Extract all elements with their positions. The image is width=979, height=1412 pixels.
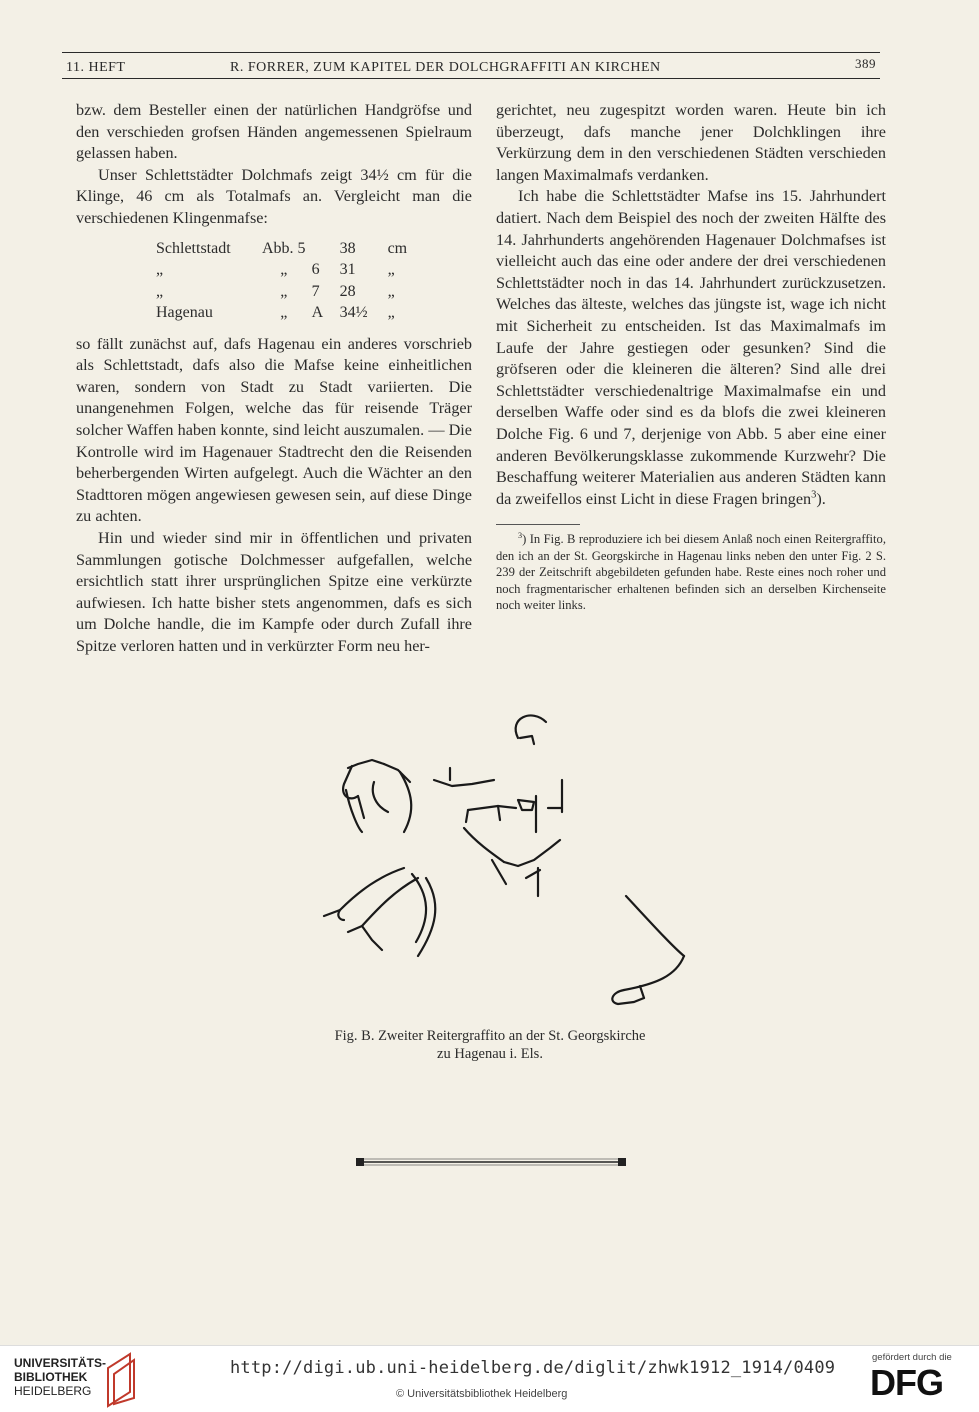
footnote bbox=[496, 531, 886, 614]
library-name-line: UNIVERSITÄTS- bbox=[14, 1356, 107, 1370]
measure-ref: Abb. 5 bbox=[262, 239, 306, 257]
measure-row bbox=[156, 238, 413, 260]
rider-graffito-drawing bbox=[300, 700, 700, 1020]
header-rule-bottom bbox=[62, 78, 880, 79]
left-column bbox=[76, 100, 472, 657]
issue-label: 11. HEFT bbox=[66, 60, 126, 75]
measure-unit: cm bbox=[387, 239, 408, 257]
measure-ref: „ bbox=[280, 304, 288, 322]
measure-value: 38 bbox=[339, 239, 356, 257]
measure-fig: 7 bbox=[311, 282, 320, 300]
figure-caption bbox=[280, 1027, 700, 1063]
copyright-notice: © Universitätsbibliothek Heidelberg bbox=[396, 1388, 568, 1400]
permalink-url[interactable]: http://digi.ub.uni-heidelberg.de/diglit/zhwk1912_1914/0409 bbox=[230, 1358, 836, 1378]
viewer-footer bbox=[0, 1345, 979, 1412]
paragraph-text: Ich habe die Schlettstädter Mafse ins 15. Jahrhundert datiert. Nach dem Beispiel des noch der zweiten Hälfte des 14. Jahrhunderts angehörenden Hagenauer Dolchmafses ist vielleicht auch das eine oder andere der drei verschiedenen Schlettstädter noch in das 14. Jahrhundert zurückzusetzen. Welches das älteste, welches das jüngste ist, wage ich nicht mit Sicherheit zu entscheiden. Ist das Maximalmafs im Laufe der Jahre gestiegen oder gesunken? Sind die gröfseren oder die kleineren die älteren? Sind alle drei Schlettstädter verschiedenaltrige Maximalmafse ein und derselben Waffe oder sind es da blofs die zwei kleineren Dolche Fig. 6 und 7, derjenige von Abb. 5 aber eine einer anderen Bevölkerungsklasse zukommende Kurzwehr? Die Beschaffung weiterer Materialien aus anderen Städten kann da zweifellos einst Licht in diese Fragen bringen bbox=[496, 187, 886, 508]
footnote-marker: 3 bbox=[518, 531, 523, 541]
library-name-line: BIBLIOTHEK bbox=[14, 1370, 88, 1384]
measure-fig bbox=[312, 238, 340, 260]
measure-place: „ bbox=[156, 282, 164, 300]
measure-fig: A bbox=[311, 304, 324, 322]
measure-fig: 6 bbox=[311, 261, 320, 279]
library-name-line: HEIDELBERG bbox=[14, 1384, 92, 1398]
caption-line: Fig. B. Zweiter Reitergraffito an der St. Georgskirche bbox=[334, 1028, 646, 1044]
paragraph: gerichtet, neu zugespitzt worden waren. Heute bin ich überzeugt, dafs manche jener Dolchklingen ihre Verkürzung dem in den verschiedenen Städten verschieden langen Maximalmafs verdanken. bbox=[496, 101, 886, 184]
end-ornament bbox=[356, 1156, 626, 1168]
measure-place: „ bbox=[156, 261, 164, 279]
page-number: 389 bbox=[855, 56, 876, 71]
paragraph: bzw. dem Besteller einen der natürlichen Handgröfse und den verschieden grofsen Händen angemessenen Spielraum gelassen haben. bbox=[76, 101, 472, 163]
paragraph bbox=[496, 186, 886, 510]
paragraph: Hin und wieder sind mir in öffentlichen und privaten Sammlungen gotische Dolchmesser aufgefallen, welche ersichtlich statt ihrer ursprünglichen Spitze eine verkürzte aufwiesen. Ich hatte bisher stets angenommen, dafs es sich um Dolche handle, die im Kampfe oder durch Zufall ihre Spitze verloren hatten und in verkürzter Form neu her- bbox=[76, 528, 472, 655]
paragraph: Unser Schlettstädter Dolchmafs zeigt 34½ cm für die Klinge, 46 cm als Totalmafs an. Vergleicht man die verschiedenen Klingenmafse: bbox=[76, 165, 472, 227]
paragraph: so fällt zunächst auf, dafs Hagenau ein anderes vorschrieb als Schlettstadt, dafs also die Mafse keine einheitlichen waren, sondern von Stadt zu Stadt variierten. Die unangenehmen Folgen, welche das für reisende Träger solcher Waffen haben konnte, sind leicht auszumalen. — Die Kontrolle wird im Hagenauer Stadtrecht den die Reisenden beherbergenden Wirten aufgelegt. Auch die Wächter an den Stadttoren mögen angewiesen gewesen sein, auf diese Dinge zu achten. bbox=[76, 334, 472, 526]
right-column bbox=[496, 100, 886, 614]
measure-value: 34½ bbox=[339, 304, 368, 322]
dfg-logo[interactable]: DFG bbox=[870, 1362, 943, 1403]
measure-place: Hagenau bbox=[156, 304, 213, 322]
footnote-text: ) In Fig. B reproduziere ich bei diesem Anlaß noch einen Reitergraffito, den ich an der St. Georgskirche in Hagenau links neben den unter Fig. 2 S. 239 der Zeitschrift abgebildeten gefunden habe. Reste eines noch roher und noch fragmentarischer erhaltenen befinden sich an derselben Kirchenseite noch weiter links. bbox=[496, 532, 886, 613]
measure-value: 28 bbox=[339, 282, 356, 300]
measure-unit: „ bbox=[387, 282, 395, 300]
measure-row bbox=[156, 281, 413, 303]
measure-row bbox=[156, 259, 413, 281]
library-emblem-icon bbox=[100, 1348, 140, 1410]
paragraph-end: ). bbox=[816, 489, 826, 508]
measure-unit: „ bbox=[387, 304, 395, 322]
measure-row bbox=[156, 302, 413, 324]
measure-ref: „ bbox=[280, 261, 288, 279]
measure-value: 31 bbox=[339, 261, 356, 279]
header-rule-top bbox=[62, 52, 880, 53]
blade-measure-table bbox=[156, 238, 413, 324]
library-logo[interactable] bbox=[14, 1356, 106, 1398]
measure-place: Schlettstadt bbox=[156, 239, 231, 257]
footnote-reference: 3 bbox=[811, 489, 817, 501]
measure-ref: „ bbox=[280, 282, 288, 300]
running-title: R. FORRER, ZUM KAPITEL DER DOLCHGRAFFITI AN KIRCHEN bbox=[230, 60, 661, 75]
caption-line: zu Hagenau i. Els. bbox=[437, 1046, 543, 1062]
measure-unit: „ bbox=[387, 261, 395, 279]
sponsor-note: gefördert durch die bbox=[872, 1352, 952, 1363]
footnote-rule bbox=[496, 524, 580, 525]
